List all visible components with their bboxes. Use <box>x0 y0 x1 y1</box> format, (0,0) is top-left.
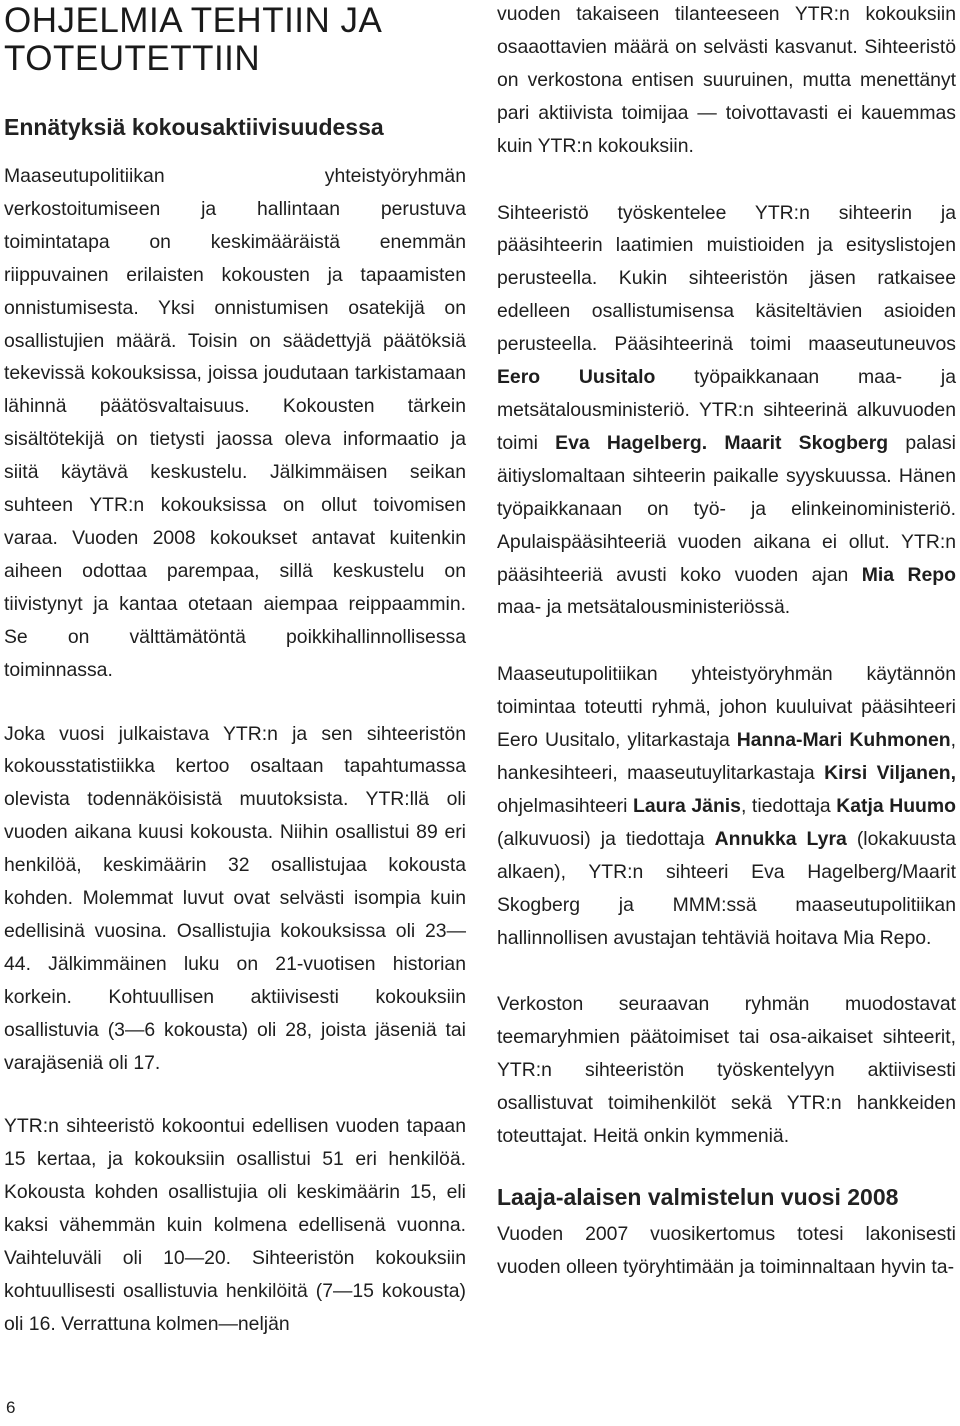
person-name: Laura Jänis <box>633 794 741 817</box>
left-column <box>4 0 466 1341</box>
section-heading: Laaja-alaisen valmistelun vuosi 2008 <box>497 1184 899 1210</box>
section-heading: Ennätyksiä kokousaktiivisuudessa <box>4 114 384 140</box>
paragraph: YTR:n sihteeristö kokoontui edellisen vuoden tapaan 15 kertaa, ja kokouksiin osallistui 51 eri henkilöä. Kokousta kohden osallistujia oli keskimäärin 15, eli kaksi vähemmän kuin kolmena edellisenä vuonna. Vaihteluväli oli 10—20. Sihteeristön kokouksiin kohtuullisesti osallistuvia henkilöitä (7—15 kokousta) oli 16. Verrattuna kolmen—neljän <box>4 1115 466 1335</box>
text-run: maa- ja metsätalousministeriössä. <box>497 596 791 619</box>
person-name: Kirsi Viljanen, <box>824 762 956 785</box>
text-run: Sihteeristö työskentelee YTR:n sihteerin ja pääsihteerin laatimien muistioiden ja esityslistojen perusteella. Kukin sihteeristön jäsen ratkaisee edelleen osallistumisensa käsiteltävien asioiden perusteella. Pääsihteerinä toimi maaseutuneuvos <box>497 201 956 356</box>
person-name: Hanna-Mari Kuhmonen <box>736 729 951 752</box>
person-name: Mia Repo <box>861 563 956 586</box>
text-run: palasi äitiyslomaltaan sihteerin paikalle syyskuussa. Hänen työpaikkanaan on työ- ja elinkeinoministeriö. Apulaispääsihteeriä vuoden aikana ei ollut. YTR:n pääsihteeriä avusti koko vuoden ajan <box>497 431 956 586</box>
person-name: Katja Huumo <box>836 794 956 817</box>
text-run: työpaikkanaan maa- ja metsätalousministeriö. YTR:n sihteerinä alkuvuoden toimi <box>497 366 956 454</box>
paragraph: Joka vuosi julkaistava YTR:n ja sen sihteeristön kokousstatistiikka kertoo osaltaan tapahtumassa olevista todennäköisistä muutoksista. YTR:llä oli vuoden aikana kuusi kokousta. Niihin osallistui 89 eri henkilöä, keskimäärin 32 osallistujaa kokousta kohden. Molemmat luvut ovat selvästi isompia kuin edellisinä vuosina. Osallistujia kokouksissa oli 23—44. Jälkimmäinen luku on 21-vuotisen historian korkein. Kohtuullisen aktiivisesti kokouksiin osallistuvia (3—6 kokousta) oli 28, joista jäseniä tai varajäseniä oli 17. <box>4 722 466 1074</box>
paragraph: Vuoden 2007 vuosikertomus totesi lakonisesti vuoden olleen työryhtimään ja toiminnaltaan hyvin ta- <box>497 1223 956 1278</box>
text-run: ohjelmasihteeri <box>497 794 633 817</box>
person-name: Annukka Lyra <box>714 827 847 850</box>
text-run: , hankesihteeri, maaseutuylitarkastaja <box>497 729 956 785</box>
paragraph <box>497 197 956 625</box>
paragraph: Verkoston seuraavan ryhmän muodostavat teemaryhmien päätoimiset tai osa-aikaiset sihteerit, YTR:n sihteeristön työskentelyyn aktiivisesti osallistuvat toimihenkilöt sekä YTR:n hankkeiden toteuttajat. Heitä onkin kymmeniä. <box>497 993 956 1148</box>
page-title: OHJELMIA TEHTIIN JA TOTEUTETTIIN <box>4 1 381 78</box>
paragraph: vuoden takaiseen tilanteeseen YTR:n kokouksiin osaaottavien määrä on selvästi kasvanut. Sihteeristö on verkostona entisen suuruinen, mutta menettänyt pari aktiivista toimijaa — toivottavasti ei kauemmas kuin YTR:n kokouksiin. <box>497 3 956 157</box>
text-run <box>707 432 724 454</box>
text-run: Maaseutupolitiikan yhteistyöryhmän käytännön toimintaa toteutti ryhmä, johon kuuluivat pääsihteeri Eero Uusitalo, ylitarkastaja <box>497 663 956 752</box>
paragraph <box>497 658 956 954</box>
text-run: (alkuvuosi) ja tiedottaja <box>497 827 715 850</box>
paragraph: Maaseutupolitiikan yhteistyöryhmän verkostoitumiseen ja hallintaan perustuva toimintatapa on keskimääräistä enemmän riippuvainen erilaisten kokousten ja tapaamisten onnistumisesta. Yksi onnistumisen osatekijä on osallistujien määrä. Toisin on säädettyjä päätöksiä tekevissä kokouksissa, joissa joudutaan tarkistamaan lähinnä päätösvaltaisuus. Kokousten tärkein sisältötekijä on tietysti jaossa oleva informaatio ja siitä käytävä keskustelu. Jälkimmäisen seikan suhteen YTR:n kokouksissa on ollut toivomisen varaa. Vuoden 2008 kokoukset antavat kuitenkin aiheen odottaa parempaa, sillä keskustelu on tiivistynyt ja kantaa otetaan aiempaa reippaammin. Se on välttämätöntä poikkihallinnollisessa toiminnassa. <box>4 165 466 681</box>
person-name: Eero Uusitalo <box>497 366 656 389</box>
person-name: Maarit Skogberg <box>724 431 889 454</box>
person-name: Eva Hagelberg. <box>555 431 708 454</box>
page-number: 6 <box>6 1398 16 1417</box>
right-column <box>497 0 956 1284</box>
text-run: (lokakuusta alkaen), YTR:n sihteeri Eva Hagelberg/Maarit Skogberg ja MMM:ssä maaseutupolitiikan hallinnollisen avustajan tehtäviä hoitava Mia Repo. <box>497 827 956 949</box>
text-run: , tiedottaja <box>740 794 837 817</box>
